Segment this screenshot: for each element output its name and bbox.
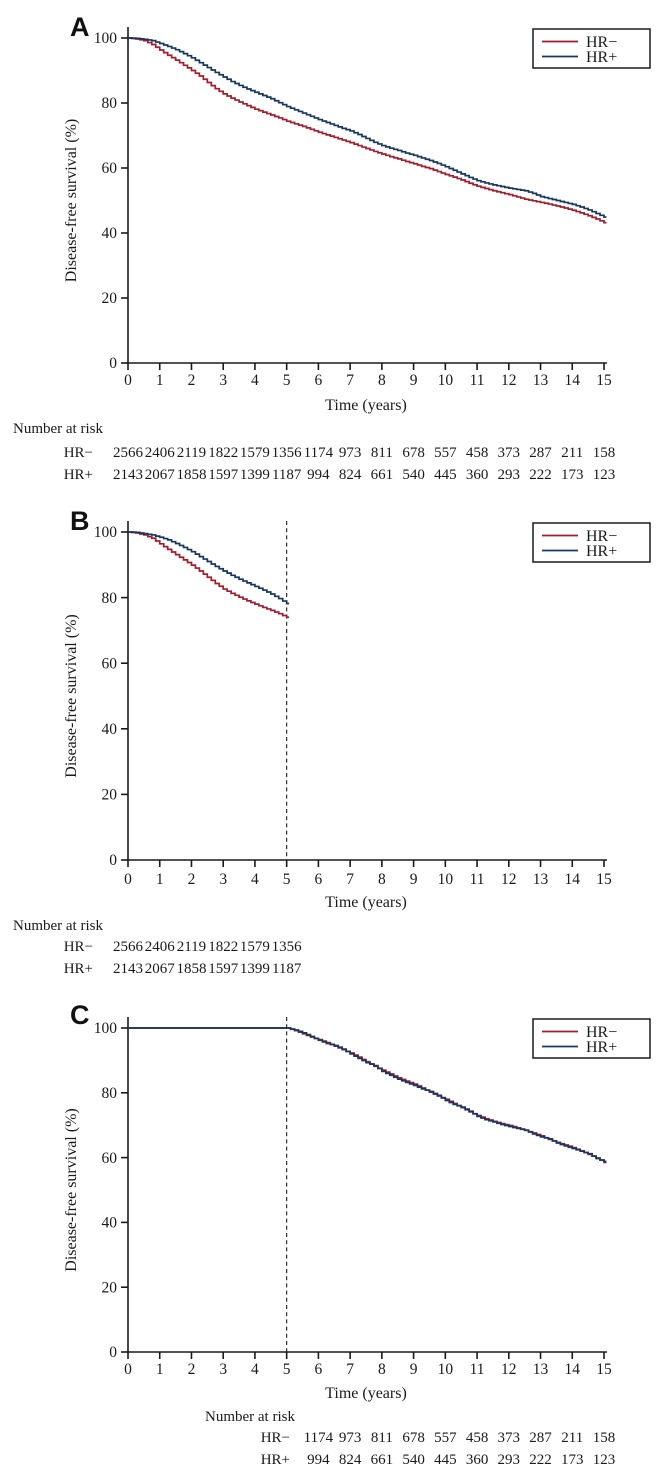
x-tick-label: 13: [532, 871, 549, 888]
x-tick-label: 15: [596, 1361, 612, 1378]
x-tick-label: 1: [155, 1361, 164, 1378]
risk-table-title: Number at risk: [13, 918, 103, 934]
legend: [533, 1019, 650, 1058]
risk-value: 1822: [208, 445, 239, 461]
x-tick-label: 14: [564, 871, 581, 888]
x-tick-label: 11: [469, 871, 485, 888]
x-axis-title: Time (years): [325, 1385, 407, 1402]
risk-value: 373: [497, 1430, 521, 1446]
x-tick-label: 0: [124, 871, 132, 888]
risk-value: 994: [307, 467, 330, 483]
x-tick-label: 8: [377, 372, 386, 389]
x-tick-label: 10: [437, 1361, 454, 1378]
y-tick-label: 100: [93, 30, 117, 48]
panel-letter-C: C: [70, 1000, 90, 1030]
y-tick-label: 20: [101, 290, 117, 308]
y-tick-label: 60: [101, 655, 117, 673]
panel-letter-B: B: [70, 506, 90, 536]
km-curve-HR−: [128, 532, 289, 617]
x-tick-label: 14: [564, 1361, 581, 1378]
legend-label-HR−: HR−: [586, 1023, 618, 1041]
legend: [533, 29, 650, 68]
risk-value: 1858: [176, 467, 207, 483]
x-tick-label: 4: [251, 372, 259, 389]
risk-value: 287: [529, 445, 552, 461]
panel-A: [0, 0, 671, 490]
x-tick-label: 7: [346, 1361, 355, 1378]
risk-value: 173: [561, 467, 584, 483]
x-tick-label: 1: [155, 372, 164, 389]
x-tick-label: 10: [437, 871, 454, 888]
axes: [121, 521, 607, 867]
x-tick-label: 4: [251, 1361, 259, 1378]
risk-value: 824: [338, 467, 362, 483]
y-tick-label: 0: [109, 852, 117, 870]
km-chart-panel-C: [0, 980, 671, 1473]
risk-value: 458: [465, 445, 489, 461]
risk-value: 2119: [176, 939, 207, 955]
risk-value: 1399: [239, 961, 270, 977]
panel-C: [0, 980, 671, 1473]
x-tick-label: 5: [282, 372, 291, 389]
y-tick-label: 20: [101, 1279, 117, 1297]
x-tick-label: 5: [282, 871, 291, 888]
risk-row-label-HR+: HR+: [63, 467, 93, 483]
risk-value: 2119: [176, 445, 207, 461]
risk-value: 2406: [144, 445, 175, 461]
risk-value: 557: [434, 445, 457, 461]
risk-value: 1822: [208, 939, 239, 955]
y-tick-label: 40: [101, 225, 117, 243]
risk-value: 1597: [208, 467, 239, 483]
km-chart-panel-B: [0, 490, 671, 980]
legend: [533, 523, 650, 562]
risk-value: 123: [592, 467, 616, 483]
risk-value: 1187: [271, 961, 302, 977]
risk-value: 1356: [271, 939, 302, 955]
y-tick-label: 80: [101, 95, 117, 113]
risk-table: [13, 918, 302, 977]
risk-value: 557: [434, 1430, 457, 1446]
y-tick-label: 100: [93, 1020, 117, 1038]
risk-value: 811: [370, 445, 393, 461]
x-tick-label: 8: [377, 871, 386, 888]
risk-value: 360: [465, 1452, 489, 1468]
risk-value: 2143: [113, 467, 143, 483]
x-tick-label: 14: [564, 372, 581, 389]
risk-value: 1356: [271, 445, 302, 461]
risk-value: 661: [370, 1452, 394, 1468]
x-axis-title: Time (years): [325, 894, 407, 911]
risk-value: 661: [370, 467, 394, 483]
risk-value: 1858: [176, 961, 207, 977]
y-axis-title: Disease-free survival (%): [63, 1108, 80, 1272]
x-tick-label: 7: [346, 372, 355, 389]
x-axis-title: Time (years): [325, 397, 407, 414]
legend-label-HR−: HR−: [586, 33, 618, 51]
risk-value: 2143: [113, 961, 143, 977]
x-tick-label: 2: [187, 871, 196, 888]
risk-value: 2067: [144, 961, 175, 977]
risk-value: 458: [465, 1430, 489, 1446]
risk-value: 2406: [144, 939, 175, 955]
x-tick-label: 15: [596, 372, 612, 389]
risk-value: 211: [561, 445, 584, 461]
x-tick-label: 5: [282, 1361, 291, 1378]
x-tick-label: 2: [187, 372, 196, 389]
risk-value: 222: [529, 1452, 552, 1468]
x-tick-label: 3: [219, 372, 228, 389]
risk-table: [13, 421, 615, 483]
km-curve-HR+: [128, 532, 289, 604]
risk-value: 2067: [144, 467, 175, 483]
risk-table: [205, 1409, 615, 1468]
x-tick-label: 11: [469, 1361, 485, 1378]
risk-value: 994: [307, 1452, 330, 1468]
risk-value: 1579: [239, 939, 270, 955]
risk-value: 540: [402, 467, 425, 483]
x-tick-label: 6: [314, 372, 323, 389]
risk-value: 2566: [113, 939, 143, 955]
x-tick-label: 0: [124, 372, 132, 389]
y-axis-title: Disease-free survival (%): [63, 118, 80, 283]
risk-value: 540: [402, 1452, 425, 1468]
legend-label-HR+: HR+: [586, 1038, 618, 1056]
y-tick-label: 0: [109, 1344, 117, 1362]
risk-value: 445: [434, 1452, 457, 1468]
risk-value: 1597: [208, 961, 239, 977]
risk-row-label-HR−: HR−: [260, 1430, 290, 1446]
panel-B: [0, 490, 671, 980]
axes: [121, 1017, 607, 1359]
risk-row-label-HR−: HR−: [63, 939, 93, 955]
x-tick-label: 12: [501, 871, 517, 888]
panel-letter-A: A: [70, 12, 90, 42]
risk-value: 293: [497, 1452, 521, 1468]
risk-value: 287: [529, 1430, 552, 1446]
x-tick-label: 12: [501, 1361, 517, 1378]
risk-value: 222: [529, 467, 552, 483]
x-tick-label: 10: [437, 372, 454, 389]
risk-value: 158: [592, 445, 616, 461]
risk-table-title: Number at risk: [205, 1409, 295, 1425]
risk-value: 1399: [239, 467, 270, 483]
y-tick-label: 40: [101, 721, 117, 738]
risk-value: 1187: [271, 467, 302, 483]
risk-value: 1174: [303, 445, 334, 461]
x-tick-label: 13: [532, 372, 549, 389]
y-axis-title: Disease-free survival (%): [63, 614, 80, 778]
y-tick-label: 100: [93, 524, 117, 542]
x-tick-label: 7: [346, 871, 355, 888]
risk-value: 1174: [303, 1430, 334, 1446]
y-tick-label: 60: [101, 1149, 117, 1167]
risk-value: 211: [561, 1430, 584, 1446]
x-tick-label: 15: [596, 871, 612, 888]
risk-row-label-HR+: HR+: [260, 1452, 290, 1468]
risk-value: 824: [338, 1452, 362, 1468]
risk-value: 678: [402, 1430, 425, 1446]
risk-value: 123: [592, 1452, 616, 1468]
y-tick-label: 60: [101, 160, 117, 178]
km-chart-panel-A: [0, 0, 671, 490]
legend-label-HR+: HR+: [586, 542, 618, 560]
x-tick-label: 6: [314, 871, 323, 888]
y-tick-label: 80: [101, 1085, 117, 1102]
risk-value: 2566: [113, 445, 143, 461]
y-tick-label: 20: [101, 786, 117, 804]
x-tick-label: 9: [409, 871, 418, 888]
x-tick-label: 9: [409, 1361, 418, 1378]
axes: [121, 27, 607, 370]
x-tick-label: 3: [219, 1361, 228, 1378]
y-tick-label: 0: [109, 355, 117, 373]
risk-value: 811: [370, 1430, 393, 1446]
risk-value: 158: [592, 1430, 616, 1446]
x-tick-label: 11: [469, 372, 485, 389]
risk-value: 973: [338, 445, 362, 461]
risk-value: 293: [497, 467, 521, 483]
y-tick-label: 80: [101, 589, 117, 607]
risk-value: 445: [434, 467, 457, 483]
x-tick-label: 12: [501, 372, 517, 389]
risk-value: 360: [465, 467, 489, 483]
risk-row-label-HR+: HR+: [63, 961, 93, 977]
risk-value: 373: [497, 445, 521, 461]
x-tick-label: 2: [187, 1361, 196, 1378]
risk-row-label-HR−: HR−: [63, 445, 93, 461]
risk-table-title: Number at risk: [13, 421, 103, 437]
x-tick-label: 0: [124, 1361, 132, 1378]
x-tick-label: 3: [219, 871, 228, 888]
risk-value: 973: [338, 1430, 362, 1446]
risk-value: 173: [561, 1452, 584, 1468]
x-tick-label: 6: [314, 1361, 323, 1378]
x-tick-label: 9: [409, 372, 418, 389]
risk-value: 678: [402, 445, 425, 461]
x-tick-label: 8: [377, 1361, 386, 1378]
legend-label-HR+: HR+: [586, 48, 618, 66]
risk-value: 1579: [239, 445, 270, 461]
x-tick-label: 13: [532, 1361, 549, 1378]
legend-label-HR−: HR−: [586, 527, 618, 545]
x-tick-label: 1: [155, 871, 164, 888]
y-tick-label: 40: [101, 1214, 117, 1232]
x-tick-label: 4: [251, 871, 259, 888]
